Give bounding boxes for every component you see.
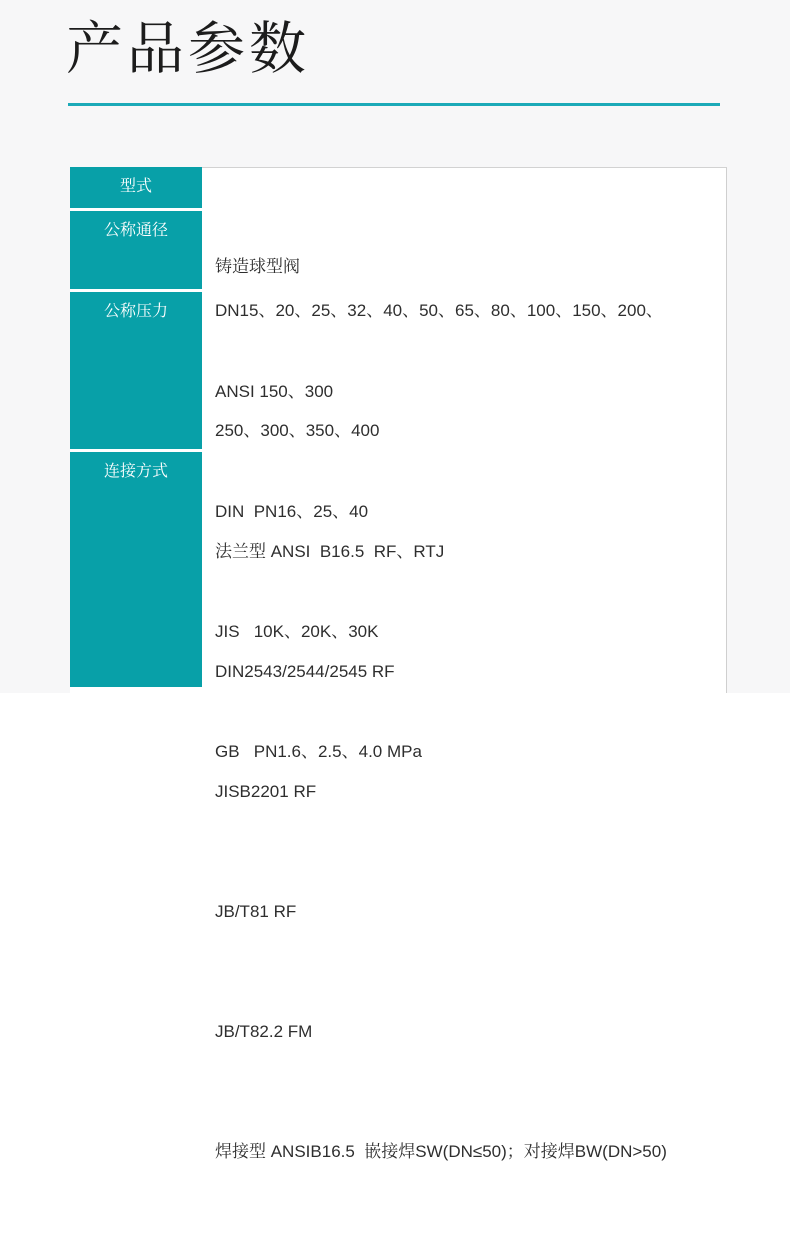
value-line: JIS 10K、20K、30K: [215, 622, 379, 641]
value-line: JISB2201 RF: [215, 782, 317, 801]
spec-table: [70, 167, 727, 1161]
row-values-type: [202, 167, 726, 276]
value-line: DN15、20、25、32、40、50、65、80、100、150、200、: [215, 301, 663, 320]
value-line: JB/T82.2 FM: [215, 1022, 313, 1041]
value-line: ANSI 150、300: [215, 382, 334, 401]
row-label-type: 型式: [70, 167, 202, 208]
row-label-connection-type: 连接方式: [70, 452, 202, 687]
value-line: 250、300、350、400: [215, 421, 380, 440]
value-line: 法兰型 ANSI B16.5 RF、RTJ: [215, 542, 445, 561]
value-line: DIN2543/2544/2545 RF: [215, 662, 395, 681]
row-label-nominal-pressure: 公称压力: [70, 292, 202, 449]
page-title: 产品参数: [66, 17, 310, 81]
value-line: 焊接型 ANSIB16.5 嵌接焊SW(DN≤50)；对接焊BW(DN>50): [215, 1142, 667, 1161]
value-line: 铸造球型阀: [215, 257, 300, 276]
value-line: GB PN1.6、2.5、4.0 MPa: [215, 742, 422, 761]
row-label-nominal-diameter: 公称通径: [70, 211, 202, 289]
title-underline: [68, 103, 720, 106]
value-line: JB/T81 RF: [215, 902, 297, 921]
value-line: DIN PN16、25、40: [215, 502, 369, 521]
